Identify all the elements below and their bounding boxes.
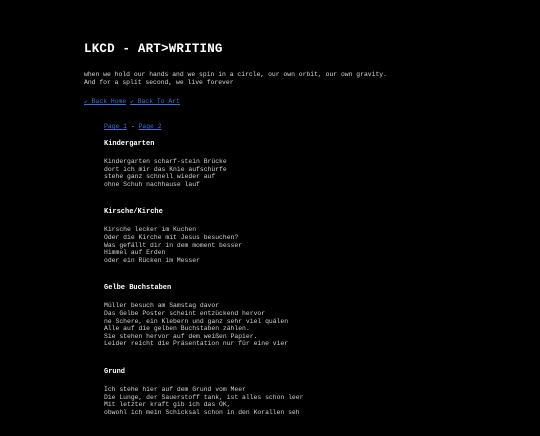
poem-line: obwohl ich mein Schicksal schon in den Korallen seh — [104, 408, 300, 416]
poem-line: Sie stehen hervor auf dem weißen Papier. — [104, 332, 258, 340]
tagline-line-1: when we hold our hands and we spin in a circle, our own orbit, our own gravity. — [84, 71, 387, 78]
poem-line: Kirsche lecker im Kuchen — [104, 226, 197, 234]
poem — [104, 368, 504, 416]
poem-title: Gelbe Buchstaben — [104, 284, 172, 293]
poem-title: Kindergarten — [104, 140, 155, 148]
nav-links — [84, 98, 524, 106]
poem-line: Himmel auf Erden — [104, 249, 166, 257]
back-home-link[interactable]: ↙ Back Home — [84, 98, 127, 106]
poem-line: Ich stehe hier auf dem Grund vom Meer — [104, 385, 246, 393]
poem-line: Was gefällt dir in dem moment besser — [104, 241, 243, 249]
poem-line: dort ich mir das Knie aufschürfe — [104, 165, 227, 173]
poem-line: Oder die Kirche mit Jesus besuchen? — [104, 233, 239, 241]
poem — [104, 208, 504, 264]
pager — [104, 123, 504, 131]
poem-line: Müller besuch am Samstag davor — [104, 302, 220, 310]
site-title: LKCD - ART>WRITING — [84, 42, 223, 56]
poem-title: Grund — [104, 367, 126, 376]
poem-line: Mit letzter kraft gib ich das OK, — [104, 401, 231, 409]
header — [84, 40, 524, 106]
poem — [104, 284, 504, 348]
poem-line: Alle auf die gelben Buchstaben zählen. — [104, 325, 250, 333]
poem-line: stehe ganz schnell wieder auf — [104, 173, 216, 181]
back-to-art-link[interactable]: ↙ Back To Art — [130, 98, 180, 106]
poem-title: Kirsche/Kirche — [104, 208, 163, 217]
poem-line: Kindergarten scharf-stein Brücke — [104, 158, 227, 165]
poem-line: ne Schere, ein Klebern und ganz sehr viel quälen — [104, 317, 289, 325]
poem-list — [104, 140, 504, 416]
poem-line: Leider reicht die Präsentation nur für eine vier — [104, 340, 289, 348]
tagline-line-2: And for a split second, we live forever — [84, 78, 234, 86]
poem-line: Die Lunge, der Sauerstoff tank, ist alles schon leer — [104, 393, 304, 401]
poem — [104, 140, 504, 188]
page-1-link[interactable]: Page 1 — [104, 123, 128, 130]
tagline — [84, 71, 524, 86]
page-2-link[interactable]: Page 2 — [138, 123, 162, 130]
pager-separator: - — [127, 123, 139, 130]
content — [104, 123, 504, 436]
poem-line: ohne Schuh nachhause lauf — [104, 180, 200, 188]
poem-line: oder ein Rücken im Messer — [104, 256, 200, 264]
poem-line: Das Gelbe Poster scheint entzückend hervor — [104, 309, 266, 317]
